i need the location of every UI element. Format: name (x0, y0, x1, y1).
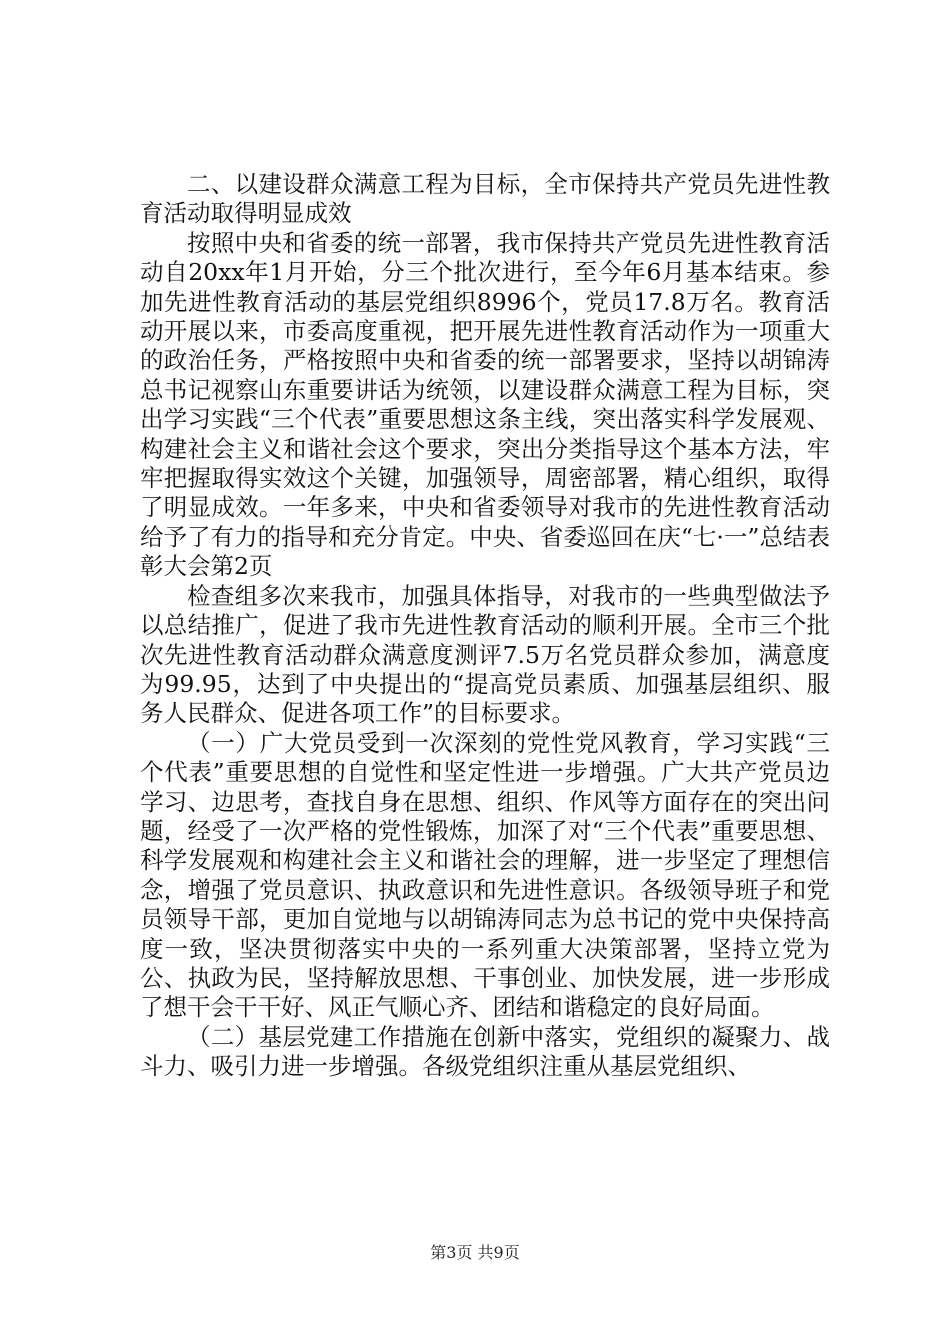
section-heading: 二、以建设群众满意工程为目标，全市保持共产党员先进性教育活动取得明显成效 (140, 170, 830, 228)
subsection-paragraph: （一）广大党员受到一次深刻的党性党风教育，学习实践“三个代表”重要思想的自觉性和坚定性进一步增强。广大共产党员边学习、边思考，查找自身在思想、组织、作风等方面存在的突出问题，经受了一次严格的党性锻炼，加深了对“三个代表”重要思想、科学发展观和构建社会主义和谐社会的理解，进一步坚定了理想信念，增强了党员意识、执政意识和先进性意识。各级领导班子和党员领导干部，更加自觉地与以胡锦涛同志为总书记的党中央保持高度一致，坚决贯彻落实中央的一系列重大决策部署，坚持立党为公、执政为民，坚持解放思想、干事创业、加快发展，进一步形成了想干会干干好、风正气顺心齐、团结和谐稳定的良好局面。 (140, 728, 830, 1022)
document-body (140, 170, 830, 1082)
paragraph: 检查组多次来我市，加强具体指导，对我市的一些典型做法予以总结推广，促进了我市先进性教育活动的顺利开展。全市三个批次先进性教育活动群众满意度测评7.5万名党员群众参加，满意度为99.95，达到了中央提出的“提高党员素质、加强基层组织、服务人民群众、促进各项工作”的目标要求。 (140, 581, 830, 728)
page-footer: 第3页 共9页 (430, 1243, 520, 1262)
subsection-paragraph: （二）基层党建工作措施在创新中落实，党组织的凝聚力、战斗力、吸引力进一步增强。各级党组织注重从基层党组织、 (140, 1022, 830, 1081)
paragraph: 按照中央和省委的统一部署，我市保持共产党员先进性教育活动自20xx年1月开始，分三个批次进行，至今年6月基本结束。参加先进性教育活动的基层党组织8996个，党员17.8万名。教育活动开展以来，市委高度重视，把开展先进性教育活动作为一项重大的政治任务，严格按照中央和省委的统一部署要求，坚持以胡锦涛总书记视察山东重要讲话为统领，以建设群众满意工程为目标，突出学习实践“三个代表”重要思想这条主线，突出落实科学发展观、构建社会主义和谐社会这个要求，突出分类指导这个基本方法，牢牢把握取得实效这个关键，加强领导，周密部署，精心组织，取得了明显成效。一年多来，中央和省委领导对我市的先进性教育活动给予了有力的指导和充分肯定。中央、省委巡回在庆“七·一”总结表彰大会第2页 (140, 228, 830, 581)
